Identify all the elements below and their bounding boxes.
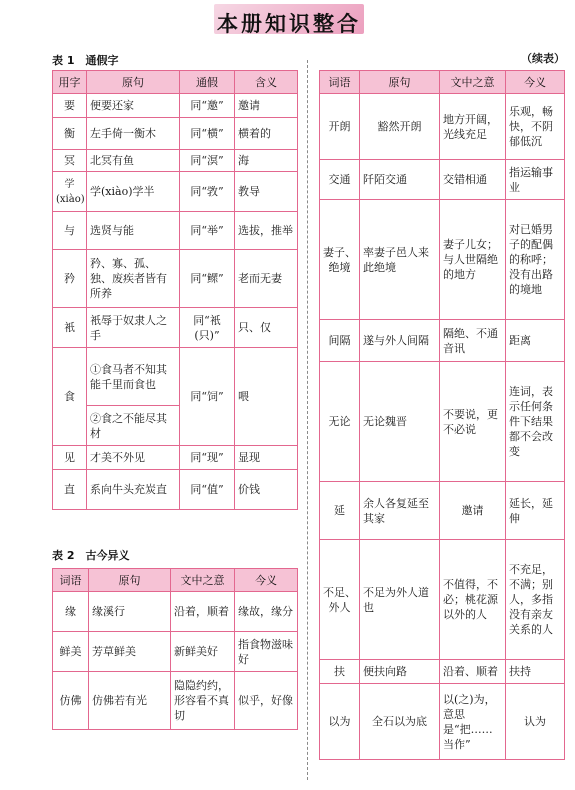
cell-old-meaning: 不值得，不必；桃花源以外的人 bbox=[440, 540, 506, 660]
cell-tongjia: 同“邀” bbox=[180, 94, 235, 118]
cell-word: 不足、外人 bbox=[320, 540, 360, 660]
cell-tongjia: 同“现” bbox=[180, 446, 235, 470]
cell-tongjia: 同“横” bbox=[180, 118, 235, 150]
column-header: 用字 bbox=[53, 71, 87, 94]
cell-word: 鲜美 bbox=[53, 632, 89, 672]
cell-word: 扶 bbox=[320, 660, 360, 684]
cell-old-meaning: 以(之)为，意思是“把……当作” bbox=[440, 684, 506, 760]
cell-old-meaning: 沿着，顺着 bbox=[171, 592, 235, 632]
cell-word: 延 bbox=[320, 482, 360, 540]
table-row bbox=[53, 592, 298, 632]
column-header: 原句 bbox=[360, 71, 440, 94]
cell-word: 无论 bbox=[320, 362, 360, 482]
table1-tongjiazi bbox=[52, 70, 298, 510]
cell-char: 冥 bbox=[53, 150, 87, 172]
cell-meaning: 选拔，推举 bbox=[235, 212, 298, 250]
cell-sentence: 豁然开朗 bbox=[360, 94, 440, 160]
cell-old-meaning: 沿着、顺着 bbox=[440, 660, 506, 684]
table-row bbox=[320, 482, 565, 540]
table-row bbox=[320, 684, 565, 760]
cell-new-meaning: 不充足，不满；别人，多指没有亲友关系的人 bbox=[506, 540, 565, 660]
cell-new-meaning: 认为 bbox=[506, 684, 565, 760]
table-row bbox=[53, 150, 298, 172]
cell-meaning: 只、仅 bbox=[235, 308, 298, 348]
cell-new-meaning: 距离 bbox=[506, 320, 565, 362]
table3-header-row bbox=[320, 71, 565, 94]
cell-tongjia: 同“鳏” bbox=[180, 250, 235, 308]
cell-sentence: 缘溪行 bbox=[89, 592, 171, 632]
cell-char: 与 bbox=[53, 212, 87, 250]
table1-header-row bbox=[53, 71, 298, 94]
table-row bbox=[53, 94, 298, 118]
cell-char: 食 bbox=[53, 348, 87, 446]
cell-sentence: 遂与外人间隔 bbox=[360, 320, 440, 362]
cell-sentence: 仿佛若有光 bbox=[89, 672, 171, 730]
table2-gujin-yiyi bbox=[52, 568, 298, 730]
cell-old-meaning: 隐隐约约，形容看不真切 bbox=[171, 672, 235, 730]
cell-meaning: 喂 bbox=[235, 348, 298, 446]
table-row bbox=[320, 200, 565, 320]
cell-word: 间隔 bbox=[320, 320, 360, 362]
cell-char: 直 bbox=[53, 470, 87, 510]
cell-new-meaning: 延长，延伸 bbox=[506, 482, 565, 540]
cell-sentence: 便要还家 bbox=[87, 94, 180, 118]
table2-header-row bbox=[53, 569, 298, 592]
cell-old-meaning: 隔绝、不通音讯 bbox=[440, 320, 506, 362]
column-header: 词语 bbox=[320, 71, 360, 94]
cell-word: 开朗 bbox=[320, 94, 360, 160]
cell-word: 妻子、绝境 bbox=[320, 200, 360, 320]
cell-meaning: 邀请 bbox=[235, 94, 298, 118]
cell-old-meaning: 妻子儿女；与人世隔绝的地方 bbox=[440, 200, 506, 320]
cell-char: 衡 bbox=[53, 118, 87, 150]
cell-char: 要 bbox=[53, 94, 87, 118]
table-row bbox=[53, 632, 298, 672]
cell-new-meaning: 指运输事业 bbox=[506, 160, 565, 200]
cell-meaning: 价钱 bbox=[235, 470, 298, 510]
title-banner bbox=[214, 4, 364, 34]
table-row bbox=[320, 94, 565, 160]
cell-meaning: 教导 bbox=[235, 172, 298, 212]
cell-old-meaning: 交错相通 bbox=[440, 160, 506, 200]
cell-sentence: 学(xiào)学半 bbox=[87, 172, 180, 212]
column-header: 文中之意 bbox=[171, 569, 235, 592]
table-row bbox=[53, 470, 298, 510]
table-row bbox=[320, 362, 565, 482]
cell-meaning: 横着的 bbox=[235, 118, 298, 150]
cell-sentence: 北冥有鱼 bbox=[87, 150, 180, 172]
column-header: 词语 bbox=[53, 569, 89, 592]
table-row bbox=[53, 446, 298, 470]
table1-caption: 表 1 通假字 bbox=[52, 54, 119, 67]
table-row bbox=[320, 160, 565, 200]
cell-sentence: ②食之不能尽其材 bbox=[87, 406, 180, 446]
cell-tongjia: 同“饲” bbox=[180, 348, 235, 446]
cell-new-meaning: 似乎，好像 bbox=[235, 672, 298, 730]
cell-old-meaning: 邀请 bbox=[440, 482, 506, 540]
cell-word: 以为 bbox=[320, 684, 360, 760]
cell-sentence: 不足为外人道也 bbox=[360, 540, 440, 660]
column-header: 今义 bbox=[235, 569, 298, 592]
table-row bbox=[320, 660, 565, 684]
table2-continued bbox=[319, 70, 565, 760]
page-title: 本册知识整合 bbox=[217, 11, 361, 36]
cell-new-meaning: 指食物滋味好 bbox=[235, 632, 298, 672]
cell-char: 矜 bbox=[53, 250, 87, 308]
cell-sentence: 无论魏晋 bbox=[360, 362, 440, 482]
cell-sentence: 便扶向路 bbox=[360, 660, 440, 684]
cell-word: 缘 bbox=[53, 592, 89, 632]
table2-caption: 表 2 古今异义 bbox=[52, 549, 130, 562]
cell-new-meaning: 乐观，畅快，不阴郁低沉 bbox=[506, 94, 565, 160]
cell-sentence: 矜、寡、孤、独、废疾者皆有所养 bbox=[87, 250, 180, 308]
cell-char: 学(xiào) bbox=[53, 172, 87, 212]
table-row bbox=[53, 308, 298, 348]
cell-sentence: 才美不外见 bbox=[87, 446, 180, 470]
cell-old-meaning: 不要说，更不必说 bbox=[440, 362, 506, 482]
table-row bbox=[53, 250, 298, 308]
column-header: 今义 bbox=[506, 71, 565, 94]
cell-meaning: 海 bbox=[235, 150, 298, 172]
cell-sentence: 衹辱于奴隶人之手 bbox=[87, 308, 180, 348]
cell-sentence: ①食马者不知其能千里而食也 bbox=[87, 348, 180, 406]
table-row bbox=[53, 348, 298, 406]
column-divider bbox=[307, 60, 308, 780]
cell-sentence: 芳草鲜美 bbox=[89, 632, 171, 672]
cell-char: 见 bbox=[53, 446, 87, 470]
column-header: 原句 bbox=[89, 569, 171, 592]
cell-sentence: 余人各复延至其家 bbox=[360, 482, 440, 540]
column-header: 文中之意 bbox=[440, 71, 506, 94]
cell-new-meaning: 扶持 bbox=[506, 660, 565, 684]
cell-sentence: 系向牛头充炭直 bbox=[87, 470, 180, 510]
table-row bbox=[53, 672, 298, 730]
cell-sentence: 阡陌交通 bbox=[360, 160, 440, 200]
cell-meaning: 老而无妻 bbox=[235, 250, 298, 308]
column-header: 原句 bbox=[87, 71, 180, 94]
cell-sentence: 选贤与能 bbox=[87, 212, 180, 250]
cell-word: 交通 bbox=[320, 160, 360, 200]
cell-sentence: 全石以为底 bbox=[360, 684, 440, 760]
cell-new-meaning: 缘故，缘分 bbox=[235, 592, 298, 632]
cell-word: 仿佛 bbox=[53, 672, 89, 730]
column-header: 通假 bbox=[180, 71, 235, 94]
table-row bbox=[53, 172, 298, 212]
cell-tongjia: 同“敩” bbox=[180, 172, 235, 212]
cell-new-meaning: 对已婚男子的配偶的称呼；没有出路的境地 bbox=[506, 200, 565, 320]
table-row bbox=[53, 212, 298, 250]
column-header: 含义 bbox=[235, 71, 298, 94]
cell-tongjia: 同“举” bbox=[180, 212, 235, 250]
cell-sentence: 率妻子邑人来此绝境 bbox=[360, 200, 440, 320]
cell-old-meaning: 地方开阔，光线充足 bbox=[440, 94, 506, 160]
continued-label: （续表） bbox=[521, 52, 565, 65]
cell-meaning: 显现 bbox=[235, 446, 298, 470]
table-row bbox=[53, 118, 298, 150]
cell-tongjia: 同“值” bbox=[180, 470, 235, 510]
cell-tongjia: 同“溟” bbox=[180, 150, 235, 172]
cell-old-meaning: 新鲜美好 bbox=[171, 632, 235, 672]
cell-char: 衹 bbox=[53, 308, 87, 348]
cell-tongjia: 同“衹(只)” bbox=[180, 308, 235, 348]
cell-new-meaning: 连词，表示任何条件下结果都不会改变 bbox=[506, 362, 565, 482]
table-row bbox=[320, 320, 565, 362]
cell-sentence: 左手倚一衡木 bbox=[87, 118, 180, 150]
table-row bbox=[320, 540, 565, 660]
